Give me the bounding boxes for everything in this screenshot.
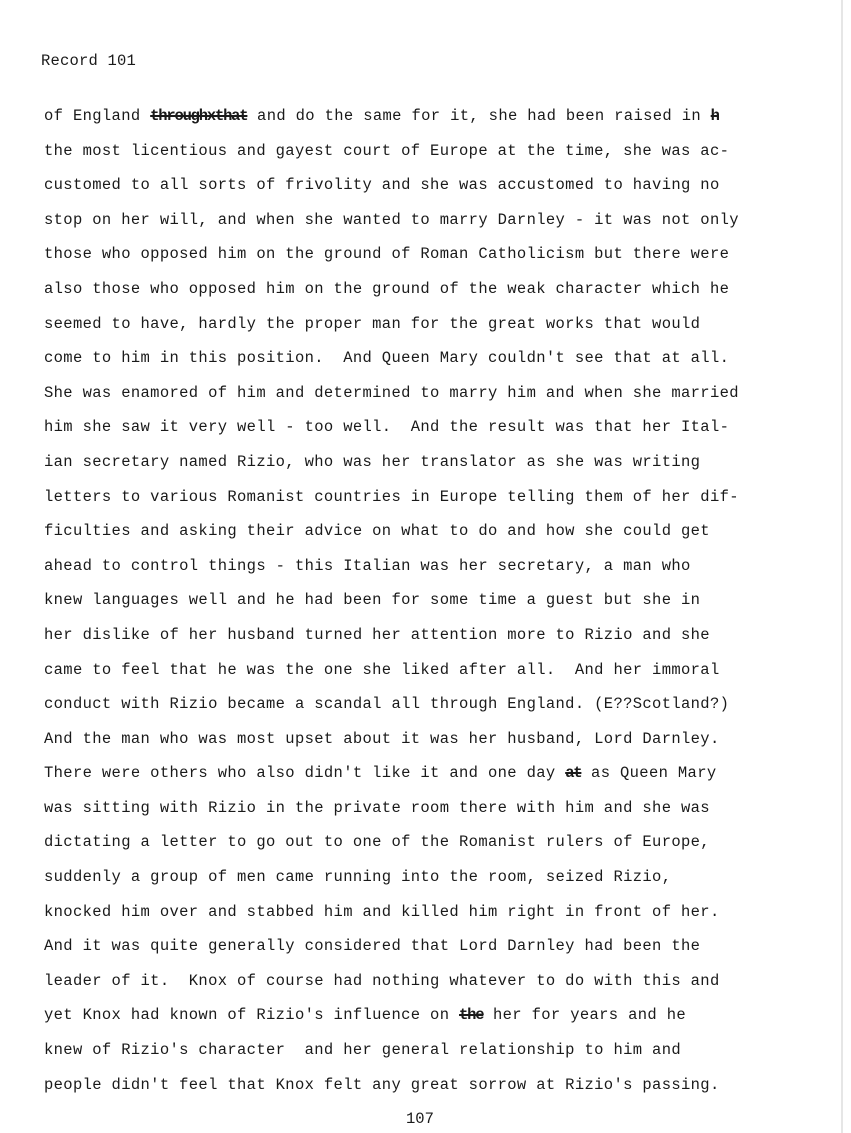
body-text [44,104,784,1107]
text-line: knocked him over and stabbed him and killed him right in front of her. [44,902,720,921]
text-line: suddenly a group of men came running into the room, seized Rizio, [44,868,672,887]
text-line: ahead to control things - this Italian was her secretary, a man who [44,556,691,575]
text-line: also those who opposed him on the ground of the weak character which he [44,279,730,298]
text-line: seemed to have, hardly the proper man for the great works that would [44,314,701,333]
text-line: him she saw it very well - too well. And the result was that her Ital- [44,418,730,437]
struck-text: throughxthat [150,107,248,125]
text-line: the most licentious and gayest court of Europe at the time, she was ac- [44,141,730,160]
text-line: She was enamored of him and determined to marry him and when she married [44,383,739,402]
page-number: 107 [406,1110,434,1128]
text-line: those who opposed him on the ground of Roman Catholicism but there were [44,245,730,264]
text-line: stop on her will, and when she wanted to marry Darnley - it was not only [44,210,739,229]
struck-text: h [710,107,719,125]
text-line: her dislike of her husband turned her attention more to Rizio and she [44,625,710,644]
text-line: And it was quite generally considered that Lord Darnley had been the [44,937,701,956]
text-line: ian secretary named Rizio, who was her translator as she was writing [44,452,701,471]
text-line: dictating a letter to go out to one of the Romanist rulers of Europe, [44,833,710,852]
text-line: knew of Rizio's character and her general relationship to him and [44,1041,681,1060]
text-line: letters to various Romanist countries in Europe telling them of her dif- [44,487,739,506]
text-line: was sitting with Rizio in the private room there with him and she was [44,798,710,817]
text-line: knew languages well and he had been for some time a guest but she in [44,591,701,610]
text-line: of England throughxthat and do the same for it, she had been raised in h [44,107,719,125]
struck-text: the [459,1006,484,1025]
text-line: ficulties and asking their advice on what to do and how she could get [44,522,710,541]
text-line: customed to all sorts of frivolity and she was accustomed to having no [44,176,720,195]
text-line: There were others who also didn't like it and one day at as Queen Mary [44,764,717,783]
text-line: come to him in this position. And Queen Mary couldn't see that at all. [44,349,730,368]
text-line: And the man who was most upset about it was her husband, Lord Darnley. [44,729,720,748]
text-line: people didn't feel that Knox felt any great sorrow at Rizio's passing. [44,1075,720,1094]
text-line: yet Knox had known of Rizio's influence on the her for years and he [44,1006,687,1025]
struck-text: at [565,764,582,783]
text-line: conduct with Rizio became a scandal all through England. (E??Scotland?) [44,695,730,714]
page-edge [841,0,843,1133]
record-header: Record 101 [41,52,137,70]
text-line: came to feel that he was the one she liked after all. And her immoral [44,660,720,679]
text-line: leader of it. Knox of course had nothing whatever to do with this and [44,971,720,990]
